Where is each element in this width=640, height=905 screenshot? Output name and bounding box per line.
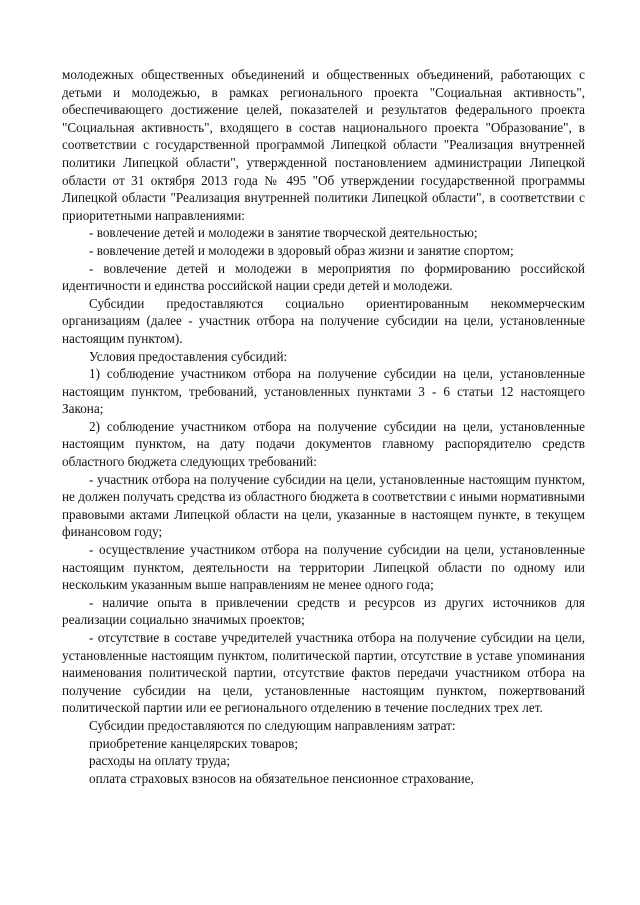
condition-item-2: 2) соблюдение участником отбора на получение субсидии на цели, установленные настоящим пунктом, на дату подачи документов главному распорядителю средств областного бюджета следующих требований:: [62, 418, 585, 470]
expense-item-stationery: приобретение канцелярских товаров;: [89, 735, 298, 751]
requirement-item-activity-duration: - осуществление участником отбора на получение субсидии на цели, установленные настоящим пунктом, деятельности на территории Липецкой области по одному или нескольким указанным выше направлениям не менее одного года;: [62, 542, 585, 593]
requirement-item-no-political-party: - отсутствие в составе учредителей участника отбора на получение субсидии на цели, установленные настоящим пунктом, политической партии, отсутствие в уставе упоминания наименования политической партии, отсутствие фактов передачи участником отбора на получение субсидии на цели, установленные настоящим пунктом, пожертвований политической партии или ее регионального отделению в течение последних трех лет.: [62, 630, 585, 716]
paragraph-conditions-heading: Условия предоставления субсидий:: [89, 348, 288, 364]
expense-item-insurance: оплата страховых взносов на обязательное пенсионное страхование,: [89, 770, 474, 786]
condition-item-1: 1) соблюдение участником отбора на получение субсидии на цели, установленные настоящим пунктом, требований, установленных пунктами 3 - 6 статьи 12 настоящего Закона;: [62, 366, 585, 417]
paragraph-subsidies-recipients: Субсидии предоставляются социально ориентированным некоммерческим организациям (далее - участник отбора на получение субсидии на цели, установленные настоящим пунктом).: [62, 295, 585, 346]
list-item-russian-identity: - вовлечение детей и молодежи в мероприятия по формированию российской идентичности и единства российской нации среди детей и молодежи.: [62, 260, 585, 294]
requirement-item-no-other-funding: - участник отбора на получение субсидии на цели, установленные настоящим пунктом, не должен получать средства из областного бюджета в соответствии с иными нормативными правовыми актами Липецкой области на цели, указанные в настоящем пункте, в текущем финансовом году;: [62, 471, 585, 540]
document-page: [62, 66, 585, 787]
requirement-item-fundraising-experience: - наличие опыта в привлечении средств и ресурсов из других источников для реализации социально значимых проектов;: [62, 594, 585, 628]
paragraph-expense-directions: Субсидии предоставляются по следующим направлениям затрат:: [89, 717, 456, 733]
list-item-healthy-lifestyle: - вовлечение детей и молодежи в здоровый образ жизни и занятие спортом;: [89, 242, 514, 258]
paragraph-intro-continuation: молодежных общественных объединений и общественных объединений, работающих с детьми и молодежью, в рамках регионального проекта "Социальная активность", обеспечивающего достижение целей, показателей и результатов федерального проекта "Социальная активность", входящего в состав национального проекта "Образование", в соответствии с государственной программой Липецкой области "Реализация внутренней политики Липецкой области", утвержденной постановлением администрации Липецкой области от 31 октября 2013 года № 495 "Об утверждении государственной программы Липецкой области "Реализация внутренней политики Липецкой области", в соответствии с приоритетными направлениями:: [62, 67, 585, 223]
expense-item-labor: расходы на оплату труда;: [89, 753, 231, 769]
list-item-creative-activity: - вовлечение детей и молодежи в занятие творческой деятельностью;: [89, 225, 478, 241]
